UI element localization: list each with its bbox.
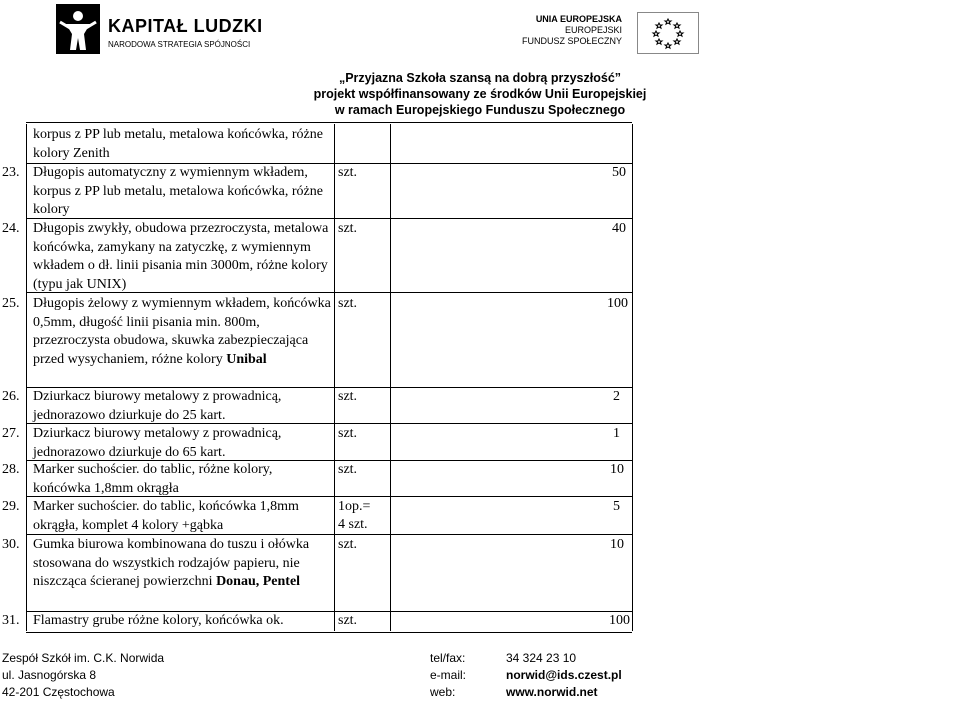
item-quantity: 100 <box>609 613 630 628</box>
item-number: 28. <box>2 462 20 477</box>
item-unit: szt. <box>338 221 358 236</box>
eu-line2: EUROPEJSKI <box>564 25 622 35</box>
item-unit: 1op.= 4 szt. <box>338 499 371 532</box>
table-col-border <box>334 124 335 631</box>
kapital-ludzki-title: KAPITAŁ LUDZKI <box>108 16 263 36</box>
footer-contact-values <box>506 650 622 701</box>
table-top-border <box>26 122 632 123</box>
item-description <box>33 536 333 592</box>
item-description: Długopis zwykły, obudowa przezroczysta, metalowa końcówka, zamykany na zatyczkę, z wymiennym wkładem o dł. linii pisania min 3000m, różne kolory (typu jak UNIX) <box>33 221 329 292</box>
motto-line2: projekt współfinansowany ze środków Unii Europejskiej <box>313 87 647 101</box>
item-number: 23. <box>2 165 20 180</box>
eu-line1: UNIA EUROPEJSKA <box>535 14 622 24</box>
item-quantity: 40 <box>612 221 626 236</box>
item-number: 24. <box>2 221 20 236</box>
kapital-ludzki-emblem-icon <box>56 4 100 54</box>
footer-street: ul. Jasnogórska 8 <box>2 668 97 682</box>
footer-school: Zespół Szkół im. C.K. Norwida <box>2 651 165 665</box>
item-description: Marker suchościer. do tablic, różne kolory, końcówka 1,8mm okrągła <box>33 462 273 496</box>
item-brand: Unibal <box>226 351 267 367</box>
kapital-ludzki-logo <box>56 4 263 56</box>
item-quantity: 5 <box>613 499 620 514</box>
item-description-text: Długopis żelowy z wymiennym wkładem, końcówka 0,5mm, długość linii pisania min. 800m, przezroczysta obudowa, skuwka zabezpieczająca przed wysychaniem, różne kolory <box>33 296 331 367</box>
footer-email-value[interactable]: norwid@ids.czest.pl <box>506 668 622 682</box>
footer-tel-value: 34 324 23 10 <box>506 651 577 665</box>
item-number: 25. <box>2 296 20 311</box>
eu-logo-text <box>522 14 622 47</box>
item-quantity: 2 <box>613 389 620 404</box>
item-quantity: 50 <box>612 165 626 180</box>
item-description: Długopis automatyczny z wymiennym wkładem, korpus z PP lub metalu, metalowa końcówka, różne kolory <box>33 165 323 217</box>
item-description-text: Gumka biurowa kombinowana do tuszu i ołówka stosowana do wszystkich rodzajów papieru, nie niszcząca ścieranej powierzchni <box>33 537 310 589</box>
item-quantity: 1 <box>613 426 620 441</box>
footer-tel-label: tel/fax: <box>430 651 466 665</box>
item-description <box>33 295 333 369</box>
item-quantity: 100 <box>607 296 628 311</box>
table-col-border <box>390 124 391 631</box>
item-unit: szt. <box>338 426 358 441</box>
item-unit: szt. <box>338 296 358 311</box>
item-description: Dziurkacz biurowy metalowy z prowadnicą, jednorazowo dziurkuje do 25 kart. <box>33 389 282 423</box>
item-number: 26. <box>2 389 20 404</box>
item-unit: szt. <box>338 389 358 404</box>
footer-web-label: web: <box>430 685 456 699</box>
footer-web-value[interactable]: www.norwid.net <box>506 685 598 699</box>
item-description: Flamastry grube różne kolory, końcówka ok. <box>33 613 284 628</box>
item-number: 27. <box>2 426 20 441</box>
item-description: korpus z PP lub metalu, metalowa końcówka, różne kolory Zenith <box>33 127 323 161</box>
item-brand: Donau, Pentel <box>216 574 301 589</box>
item-unit: szt. <box>338 613 358 628</box>
item-unit: szt. <box>338 165 358 180</box>
item-unit: szt. <box>338 537 358 552</box>
eu-logo <box>472 10 702 54</box>
motto-line1: „Przyjazna Szkoła szansą na dobrą przyszłość” <box>338 71 622 85</box>
item-quantity: 10 <box>610 462 624 477</box>
table-bottom-border <box>26 632 632 633</box>
item-number: 31. <box>2 613 20 628</box>
footer-contact-labels <box>430 650 466 701</box>
footer-email-label: e-mail: <box>430 668 467 682</box>
item-quantity: 10 <box>610 537 624 552</box>
eu-flag-icon <box>637 12 699 54</box>
item-description: Dziurkacz biurowy metalowy z prowadnicą, jednorazowo dziurkuje do 65 kart. <box>33 426 282 460</box>
item-unit: szt. <box>338 462 358 477</box>
table-col-border <box>632 124 633 631</box>
project-motto <box>0 70 960 118</box>
item-number: 30. <box>2 537 20 552</box>
footer-city: 42-201 Częstochowa <box>2 685 115 699</box>
table-col-border <box>26 124 27 631</box>
kapital-ludzki-subtitle: NARODOWA STRATEGIA SPÓJNOŚCI <box>108 40 251 49</box>
eu-line3: FUNDUSZ SPOŁECZNY <box>521 36 622 46</box>
footer-address <box>2 650 164 701</box>
item-description: Marker suchościer. do tablic, końcówka 1,8mm okrągła, komplet 4 kolory +gąbka <box>33 499 299 533</box>
table-row <box>33 126 333 163</box>
motto-line3: w ramach Europejskiego Funduszu Społecznego <box>334 103 626 117</box>
item-number: 29. <box>2 499 20 514</box>
